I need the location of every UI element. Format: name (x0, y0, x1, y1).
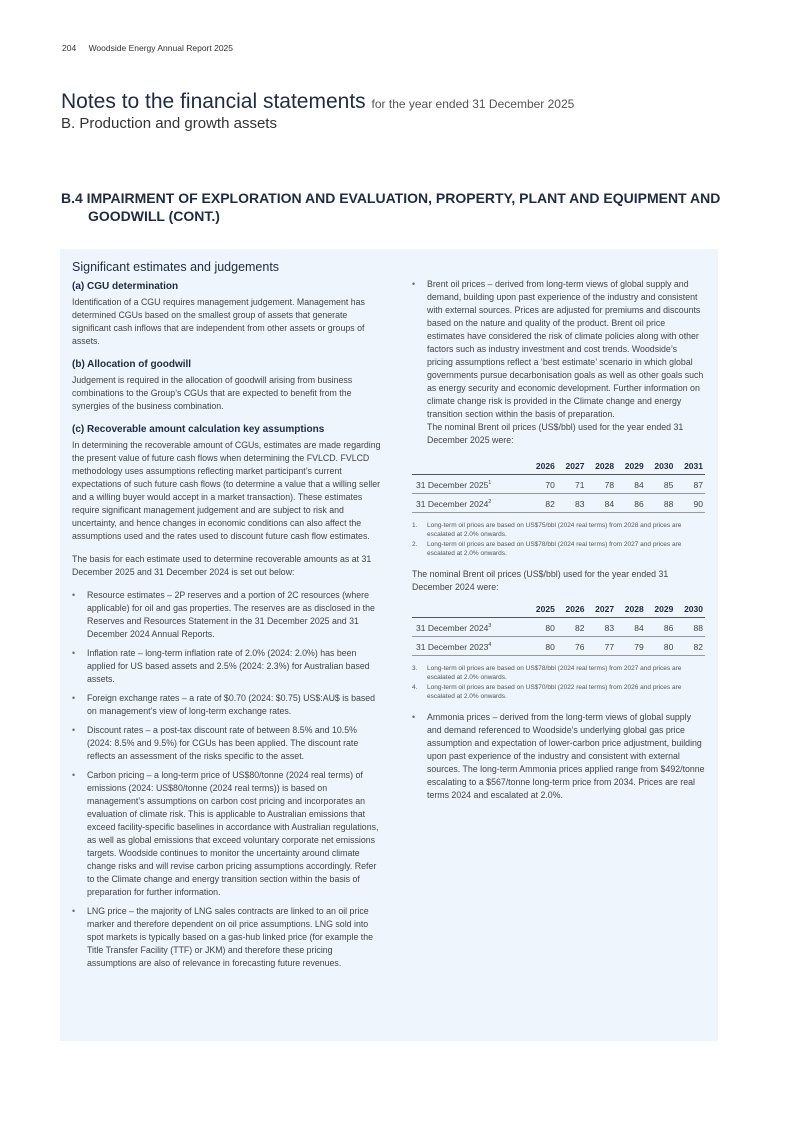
footnote-ref: 3 (488, 623, 492, 630)
running-header (62, 43, 233, 53)
list-item (412, 278, 705, 447)
brent-2024-intro: The nominal Brent oil prices (US$/bbl) used for the year ended 31 December 2024 were: (412, 569, 669, 592)
panel-title: Significant estimates and judgements (72, 260, 280, 274)
report-title: Woodside Energy Annual Report 2025 (88, 43, 234, 53)
table-cell: 70 (527, 475, 557, 494)
panel-left-column (72, 260, 384, 976)
footnote (412, 522, 705, 539)
table-cell: 84 (616, 475, 646, 494)
table-header-cell (412, 461, 527, 475)
table-cell: 82 (675, 637, 705, 656)
table-row (412, 475, 705, 494)
row-label-text: 31 December 2025 (416, 480, 489, 490)
table-cell: 82 (557, 618, 587, 637)
footnote-text: Long-term oil prices are based on US$75/bbl (2024 real terms) from 2028 and prices are escalated at 2.0% onwards. (427, 522, 682, 538)
footnote-number: 3. (412, 665, 418, 672)
table-cell: 80 (646, 637, 676, 656)
table-row (412, 494, 705, 513)
table-cell: 79 (616, 637, 646, 656)
table-header-cell: 2026 (527, 461, 557, 475)
table-header-cell: 2029 (616, 461, 646, 475)
brent-price-table-2025 (412, 461, 705, 513)
assumption-list (72, 589, 384, 970)
footnote-ref: 2 (488, 499, 492, 506)
table-header-row (412, 461, 705, 475)
page-title (61, 90, 574, 114)
table-cell: 80 (527, 637, 557, 656)
row-label (412, 494, 527, 513)
table-header-cell: 2025 (527, 604, 557, 618)
table-cell: 84 (616, 618, 646, 637)
recoverable-amount-heading: (c) Recoverable amount calculation key assumptions (72, 424, 325, 435)
table-cell: 86 (646, 618, 676, 637)
footnote (412, 541, 705, 558)
table-cell: 86 (616, 494, 646, 513)
table-cell: 80 (527, 618, 557, 637)
table-cell: 77 (586, 637, 616, 656)
recoverable-amount-text: In determining the recoverable amount of CGUs, estimates are made regarding the present value of future cash flows when determining the FVLCD. FVLCD methodology uses assumptions reflecting market participant’s current expectations of such future cash flows (to determine a value that a willing seller and a willing buyer would accept in a market transaction). These estimates require significant management judgement and are subject to risk and uncertainty, and hence changes in economic conditions can also affect the assumptions used and the rates used to discount future cash flow estimates. (72, 440, 381, 541)
table-row (412, 637, 705, 656)
table-cell: 88 (646, 494, 676, 513)
table-header-cell: 2027 (557, 461, 587, 475)
table-header-cell: 2029 (646, 604, 676, 618)
panel-right-column (412, 278, 705, 808)
footnotes-2024 (412, 665, 705, 701)
table-cell: 87 (675, 475, 705, 494)
page-title-main: Notes to the financial statements (61, 90, 366, 113)
list-item: • LNG price – the majority of LNG sales contracts are linked to an oil price marker and therefore dependent on oil price assumptions. LNG sold into spot markets is typically based on a gas-hub linked price (for example the Title Transfer Facility (TTF) or JKM) and therefore these pricing assumptions are also of relevance in forecasting future revenues. (72, 905, 384, 970)
footnote-text: Long-term oil prices are based on US$78/bbl (2024 real terms) from 2027 and prices are escalated at 2.0% onwards. (427, 665, 682, 681)
table-header-cell: 2031 (675, 461, 705, 475)
table-header-cell (412, 604, 527, 618)
estimate-basis-text: The basis for each estimate used to determine recoverable amounts as at 31 December 2025 and 31 December 2024 is set out below: (72, 554, 372, 577)
table-header-cell: 2028 (616, 604, 646, 618)
table-header-cell: 2026 (557, 604, 587, 618)
brent-bullet-text: Brent oil prices – derived from long-term views of global supply and demand, building upon past experience of the industry and consistent with external sources. Prices are adjusted for premiums and discounts based on the nature and quality of the product. Brent oil price estimates have considered the risk of climate policies along with other factors such as industry investment and cost trends. Woodside’s pricing assumptions reflect a ‘best estimate’ scenario in which global governments pursue decarbonisation goals as well as other goals such as energy security and economic development. Further information on climate change risk is provided in the Climate change and energy transition section within the basis of preparation. (427, 279, 704, 419)
table-cell: 76 (557, 637, 587, 656)
footnotes-2025 (412, 522, 705, 558)
footnote-text: Long-term oil prices are based on US$78/bbl (2024 real terms) from 2027 and prices are escalated at 2.0% onwards. (427, 541, 682, 557)
table-header-row (412, 604, 705, 618)
goodwill-allocation-text: Judgement is required in the allocation of goodwill arising from business combinations to the Group’s CGUs that are expected to benefit from the synergies of the business combination. (72, 375, 353, 411)
table-cell: 88 (675, 618, 705, 637)
brent-2025-intro: The nominal Brent oil prices (US$/bbl) used for the year ended 31 December 2025 were: (427, 422, 684, 445)
table-cell: 85 (646, 475, 676, 494)
list-item: • Foreign exchange rates – a rate of $0.70 (2024: $0.75) US$:AU$ is based on management’s view of long-term exchange rates. (72, 692, 384, 718)
table-cell: 71 (557, 475, 587, 494)
goodwill-allocation-heading: (b) Allocation of goodwill (72, 359, 192, 370)
row-label-text: 31 December 2024 (416, 623, 489, 633)
table-cell: 82 (527, 494, 557, 513)
list-item: • Resource estimates – 2P reserves and a portion of 2C resources (where applicable) for oil and gas properties. The reserves are as disclosed in the Reserves and Resources Statement in the 31 December 2025 and 31 December 2024 Annual Reports. (72, 589, 384, 641)
footnote-number: 4. (412, 684, 418, 691)
note-heading: B.4 IMPAIRMENT OF EXPLORATION AND EVALUATION, PROPERTY, PLANT AND EQUIPMENT AND GOODWILL (CONT.) (61, 190, 721, 224)
row-label (412, 475, 527, 494)
table-cell: 83 (557, 494, 587, 513)
footnote (412, 684, 705, 701)
list-item: • Carbon pricing – a long-term price of US$80/tonne (2024 real terms) of emissions (2024: US$80/tonne (2024 real terms)) is based on management’s assumptions on carbon cost pricing and incorporates an evaluation of climate risk. This is applicable to Australian emissions that exceed facility-specific baselines in accordance with Australian regulations, as well as global emissions that exceed voluntary corporate net emissions targets. Woodside continues to monitor the uncertainty around climate change risks and will revise carbon pricing assumptions accordingly. Refer to the Climate change and energy transition section within the basis of preparation for further information. (72, 769, 384, 899)
table-header-cell: 2027 (586, 604, 616, 618)
list-item: • Ammonia prices – derived from the long-term views of global supply and demand referenced to Woodside’s underlying global gas price assumption and expectation of lower-carbon price adjustment, building upon past experience of the industry and consistent with external sources. The long-term Ammonia prices applied range from $492/tonne escalating to a $567/tonne long-term price from 2034. Prices are real terms 2024 and escalated at 2.0%. (412, 711, 705, 802)
table-cell: 90 (675, 494, 705, 513)
page-number: 204 (62, 43, 77, 53)
cgu-determination-heading: (a) CGU determination (72, 281, 179, 292)
footnote-number: 2. (412, 541, 418, 548)
footnote-text: Long-term oil prices are based on US$70/bbl (2022 real terms) from 2026 and prices are escalated at 2.0% onwards. (427, 684, 682, 700)
section-subtitle: B. Production and growth assets (61, 115, 277, 132)
table-cell: 84 (586, 494, 616, 513)
brent-list (412, 278, 705, 447)
footnote-ref: 4 (488, 642, 492, 649)
footnote-ref: 1 (488, 480, 492, 487)
cgu-determination-text: Identification of a CGU requires management judgement. Management has determined CGUs based on the smallest group of assets that generate significant cash inflows that are independent from other assets or groups of assets. (72, 297, 365, 346)
table-cell: 83 (586, 618, 616, 637)
row-label-text: 31 December 2024 (416, 499, 489, 509)
list-item: • Inflation rate – long-term inflation rate of 2.0% (2024: 2.0%) has been applied for US based assets and 2.5% (2024: 2.3%) for Australian based assets. (72, 647, 384, 686)
ammonia-list (412, 711, 705, 802)
page-title-period: for the year ended 31 December 2025 (371, 97, 575, 111)
table-header-cell: 2030 (646, 461, 676, 475)
footnote-number: 1. (412, 522, 418, 529)
table-header-cell: 2030 (675, 604, 705, 618)
row-label (412, 637, 527, 656)
row-label (412, 618, 527, 637)
table-cell: 78 (586, 475, 616, 494)
row-label-text: 31 December 2023 (416, 642, 489, 652)
list-item: • Discount rates – a post-tax discount rate of between 8.5% and 10.5% (2024: 8.5% and 9.5%) for CGUs has been applied. The discount rate reflects an assessment of the risks specific to the asset. (72, 724, 384, 763)
brent-price-table-2024 (412, 604, 705, 656)
footnote (412, 665, 705, 682)
table-header-cell: 2028 (586, 461, 616, 475)
table-row (412, 618, 705, 637)
